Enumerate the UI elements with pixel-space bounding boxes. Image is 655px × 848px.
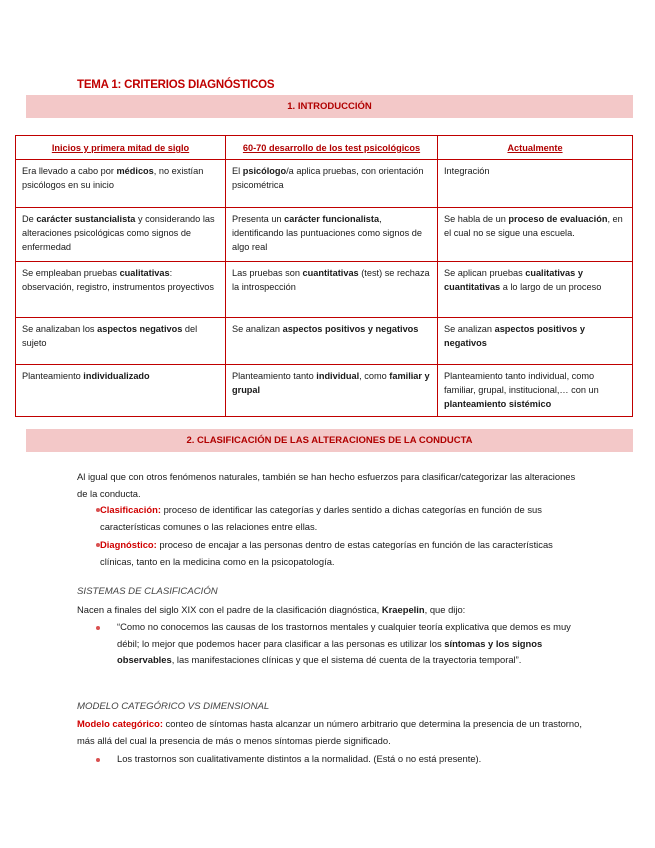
table-row	[16, 160, 633, 208]
section-heading-introduccion: 1. INTRODUCCIÓN	[26, 95, 633, 118]
bullet-trastornos: Los trastornos son cualitativamente distintos a la normalidad. (Está o no está presente).	[117, 753, 482, 764]
table-cell: Se aplican pruebas cualitativas y cuantitativas a lo largo de un proceso	[438, 262, 633, 318]
table-cell: Las pruebas son cuantitativas (test) se rechaza la introspección	[226, 262, 438, 318]
table-cell: De carácter sustancialista y considerando las alteraciones psicológicas como signos de enfermedad	[16, 208, 226, 262]
bullet-icon	[96, 626, 100, 630]
table-cell: Presenta un carácter funcionalista, identificando las puntuaciones como signos de algo real	[226, 208, 438, 262]
table-header-row	[16, 136, 633, 160]
column-header: Inicios y primera mitad de siglo	[16, 136, 226, 160]
table-row	[16, 365, 633, 417]
table-cell: El psicólogo/a aplica pruebas, con orientación psicométrica	[226, 160, 438, 208]
table-cell: Era llevado a cabo por médicos, no existían psicólogos en su inicio	[16, 160, 226, 208]
subheading-sistemas: SISTEMAS DE CLASIFICACIÓN	[77, 586, 218, 597]
subheading-modelo: MODELO CATEGÓRICO VS DIMENSIONAL	[77, 701, 270, 712]
table-cell: Planteamiento individualizado	[16, 365, 226, 417]
table-cell: Integración	[438, 160, 633, 208]
page-title: TEMA 1: CRITERIOS DIAGNÓSTICOS	[77, 79, 275, 91]
table-cell: Se empleaban pruebas cualitativas: observación, registro, instrumentos proyectivos	[16, 262, 226, 318]
table-cell: Se habla de un proceso de evaluación, en el cual no se sigue una escuela.	[438, 208, 633, 262]
intro-paragraph: Al igual que con otros fenómenos naturales, también se han hecho esfuerzos para clasificar/categorizar las alteraciones de la conducta.	[77, 471, 576, 499]
table-cell: Planteamiento tanto individual, como familiar, grupal, institucional,… con un planteamiento sistémico	[438, 365, 633, 417]
table-row	[16, 318, 633, 365]
kraepelin-quote: “Como no conocemos las causas de los trastornos mentales y cualquier teoría explicativa que demos es muy débil; lo mejor que podemos hacer para clasificar a las personas es utilizar los síntomas y los signos observables, las manifestaciones clínicas y que el sistema dé cuenta de la trayectoria temporal”.	[117, 621, 571, 665]
bullet-clasificacion: Clasificación: proceso de identificar las categorías y darles sentido a dichas categorías en función de sus características comunes o las relaciones entre ellas.	[100, 504, 542, 532]
table-row	[16, 208, 633, 262]
table-row	[16, 262, 633, 318]
bullet-icon	[96, 758, 100, 762]
column-header: Actualmente	[438, 136, 633, 160]
section-heading-clasificacion: 2. CLASIFICACIÓN DE LAS ALTERACIONES DE LA CONDUCTA	[26, 429, 633, 452]
table-cell: Se analizaban los aspectos negativos del sujeto	[16, 318, 226, 365]
column-header: 60-70 desarrollo de los test psicológicos	[226, 136, 438, 160]
model-paragraph: Modelo categórico: conteo de síntomas hasta alcanzar un número arbitrario que determina la presencia de un trastorno, más allá del cual la presencia de más o menos síntomas pierde significado.	[77, 718, 582, 746]
table-cell: Se analizan aspectos positivos y negativos	[226, 318, 438, 365]
table-cell: Planteamiento tanto individual, como familiar y grupal	[226, 365, 438, 417]
systems-paragraph: Nacen a finales del siglo XIX con el padre de la clasificación diagnóstica, Kraepelin, que dijo:	[77, 604, 466, 615]
table-cell: Se analizan aspectos positivos y negativos	[438, 318, 633, 365]
comparison-table	[15, 135, 633, 417]
bullet-diagnostico: Diagnóstico: proceso de encajar a las personas dentro de estas categorías en función de las características clínicas, tanto en la medicina como en la psicopatología.	[100, 539, 553, 567]
